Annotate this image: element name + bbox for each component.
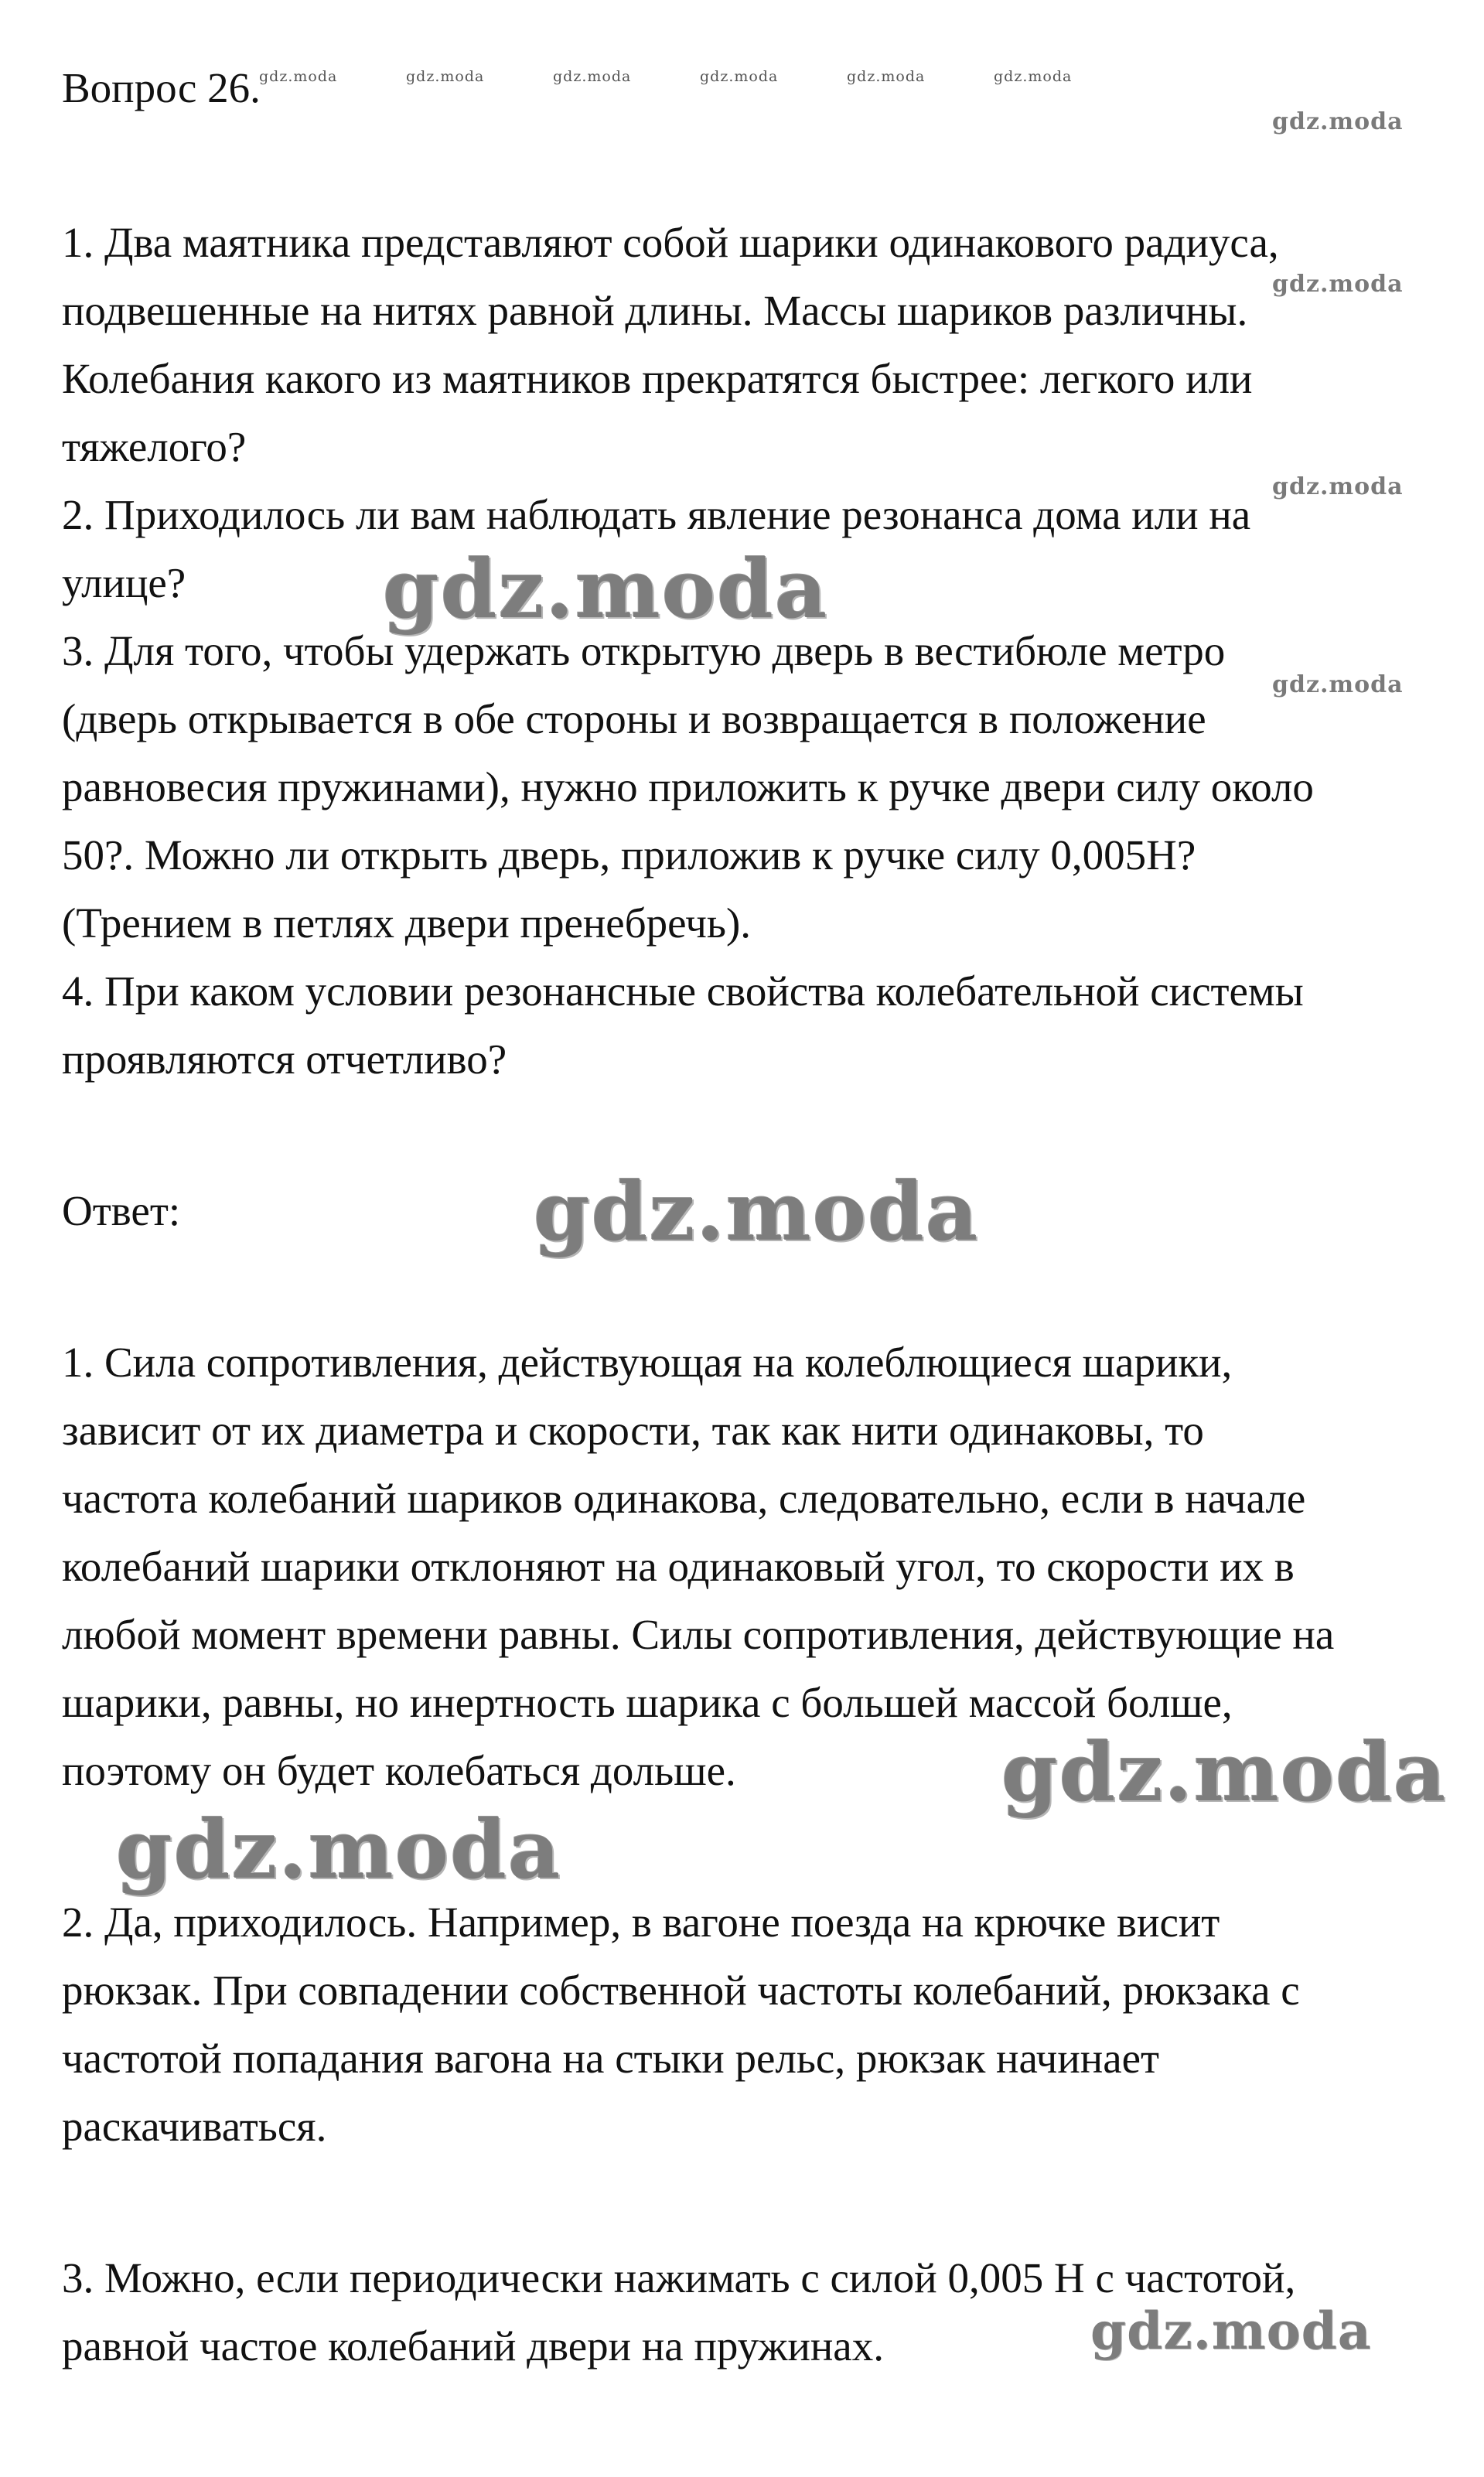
watermark: gdz.moda (406, 68, 485, 85)
question-line: (дверь открывается в обе стороны и возвращается в положение (62, 695, 1206, 742)
question-line: Колебания какого из маятников прекратятся быстрее: легкого или (62, 355, 1253, 402)
answer-p1-line: поэтому он будет колебаться дольше. (62, 1747, 736, 1794)
question-line: равновесия пружинами), нужно приложить к ручке двери силу около (62, 763, 1314, 810)
question-line: подвешенные на нитях равной длины. Массы шариков различны. (62, 287, 1248, 334)
answer-p2-line: 2. Да, приходилось. Например, в вагоне поезда на крючке висит (62, 1899, 1220, 1946)
question-line: 4. При каком условии резонансные свойства колебательной системы (62, 967, 1304, 1015)
watermark: gdz.moda (700, 68, 779, 85)
question-line: 50?. Можно ли открыть дверь, приложив к ручке силу 0,005Н? (62, 831, 1196, 879)
answer-p3-line: равной частое колебаний двери на пружинах. (62, 2322, 884, 2370)
watermark: gdz.moda (1001, 1725, 1448, 1820)
watermark: gdz.moda (259, 68, 338, 85)
watermark: gdz.moda (116, 1802, 562, 1897)
answer-p2-line: рюкзак. При совпадении собственной частоты колебаний, рюкзака с (62, 1967, 1300, 2014)
answer-p1-line: шарики, равны, но инертность шарика с большей массой болше, (62, 1679, 1233, 1726)
watermark: gdz.moda (1272, 671, 1404, 698)
question-line: проявляются отчетливо? (62, 1035, 507, 1083)
answer-p1-line: частота колебаний шариков одинакова, следовательно, если в начале (62, 1475, 1306, 1522)
watermark: gdz.moda (534, 1164, 980, 1259)
question-line: 1. Два маятника представляют собой шарики одинакового радиуса, (62, 219, 1279, 266)
question-line: тяжелого? (62, 423, 247, 470)
watermark: gdz.moda (1090, 2301, 1372, 2361)
watermark: gdz.moda (1272, 108, 1404, 135)
watermark: gdz.moda (1272, 271, 1404, 298)
question-line: улице? (62, 559, 186, 606)
answer-p1-line: колебаний шарики отклоняют на одинаковый угол, то скорости их в (62, 1543, 1295, 1590)
answer-p2-line: раскачиваться. (62, 2103, 327, 2150)
question-title: Вопрос 26. (62, 64, 261, 111)
question-line: 2. Приходилось ли вам наблюдать явление резонанса дома или на (62, 491, 1251, 538)
answer-label: Ответ: (62, 1187, 181, 1234)
watermark: gdz.moda (994, 68, 1073, 85)
answer-p1-line: 1. Сила сопротивления, действующая на колеблющиеся шарики, (62, 1339, 1233, 1386)
answer-p3-line: 3. Можно, если периодически нажимать с силой 0,005 Н с частотой, (62, 2254, 1296, 2301)
question-line: 3. Для того, чтобы удержать открытую дверь в вестибюле метро (62, 627, 1226, 674)
watermark: gdz.moda (553, 68, 632, 85)
watermark: gdz.moda (383, 541, 829, 636)
watermark: gdz.moda (1272, 473, 1404, 500)
watermark: gdz.moda (847, 68, 926, 85)
answer-p2-line: частотой попадания вагона на стыки рельс, рюкзак начинает (62, 2035, 1160, 2082)
question-line: (Трением в петлях двери пренебречь). (62, 899, 752, 947)
answer-p1-line: зависит от их диаметра и скорости, так как нити одинаковы, то (62, 1407, 1204, 1454)
answer-p1-line: любой момент времени равны. Силы сопротивления, действующие на (62, 1611, 1335, 1658)
